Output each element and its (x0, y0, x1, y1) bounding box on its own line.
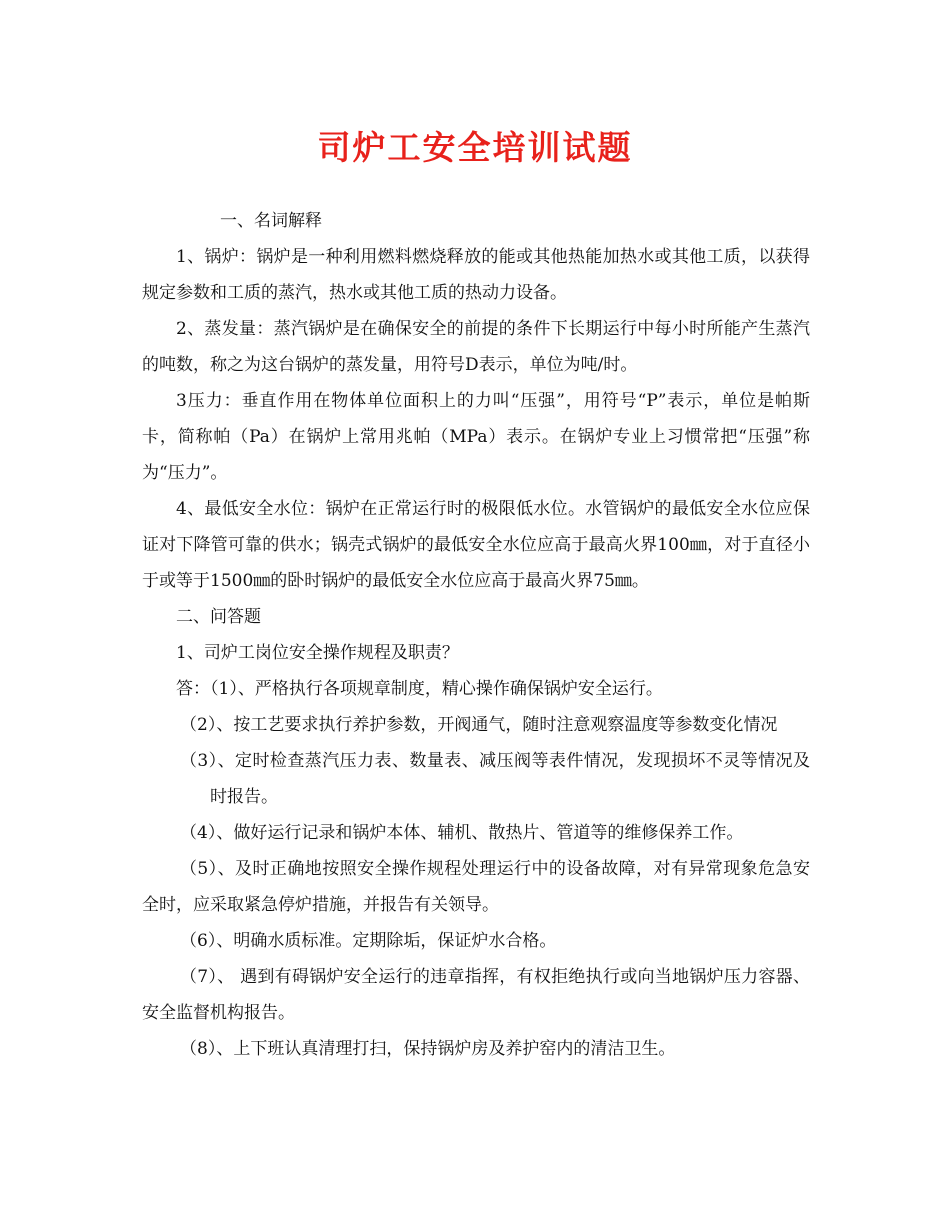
definition-item: 1、锅炉：锅炉是一种利用燃料燃烧释放的能或其他热能加热水或其他工质，以获得规定参数和工质的蒸汽，热水或其他工质的热动力设备。 (142, 247, 810, 303)
answer-item: 答：（1）、严格执行各项规章制度，精心操作确保锅炉安全运行。 (176, 679, 663, 699)
answer-text: （3）、定时检查蒸汽压力表、数量表、减压阀等表件情况，发现损坏不灵等情况及 (180, 751, 810, 771)
section-heading-definitions: 一、名词解释 (220, 211, 322, 231)
document-body (142, 203, 810, 1067)
question: 1、司炉工岗位安全操作规程及职责？ (176, 643, 459, 663)
answer-text: 时报告。 (210, 787, 278, 807)
definition-item: 2、蒸发量：蒸汽锅炉是在确保安全的前提的条件下长期运行中每小时所能产生蒸汽的吨数，称之为这台锅炉的蒸发量，用符号D表示，单位为吨/时。 (142, 319, 810, 375)
page-title: 司炉工安全培训试题 (317, 128, 633, 167)
definition-item: 4、最低安全水位：锅炉在正常运行时的极限低水位。水管锅炉的最低安全水位应保证对下降管可靠的供水；锅壳式锅炉的最低安全水位应高于最高火界100㎜，对于直径小于或等于1500㎜的卧时锅炉的最低安全水位应高于最高火界75㎜。 (142, 499, 810, 591)
answer-item: （8）、上下班认真清理打扫，保持锅炉房及养护窑内的清洁卫生。 (180, 1039, 676, 1059)
definition-item: 3压力：垂直作用在物体单位面积上的力叫“压强”，用符号“P”表示，单位是帕斯卡，简称帕（Pa）在锅炉上常用兆帕（MPa）表示。在锅炉专业上习惯常把“压强”称为“压力”。 (142, 391, 810, 483)
answer-item: （2）、按工艺要求执行养护参数，开阀通气，随时注意观察温度等参数变化情况 (180, 715, 778, 735)
answer-item: （5）、及时正确地按照安全操作规程处理运行中的设备故障，对有异常现象危急安全时，应采取紧急停炉措施，并报告有关领导。 (142, 859, 810, 915)
answer-item: （6）、明确水质标准。定期除垢，保证炉水合格。 (180, 931, 557, 951)
section-heading-qa: 二、问答题 (176, 607, 261, 627)
answer-item: （4）、做好运行记录和锅炉本体、辅机、散热片、管道等的维修保养工作。 (180, 823, 744, 843)
answer-item (142, 743, 810, 815)
answer-item: （7）、 遇到有碍锅炉安全运行的违章指挥，有权拒绝执行或向当地锅炉压力容器、安全监督机构报告。 (142, 967, 810, 1023)
